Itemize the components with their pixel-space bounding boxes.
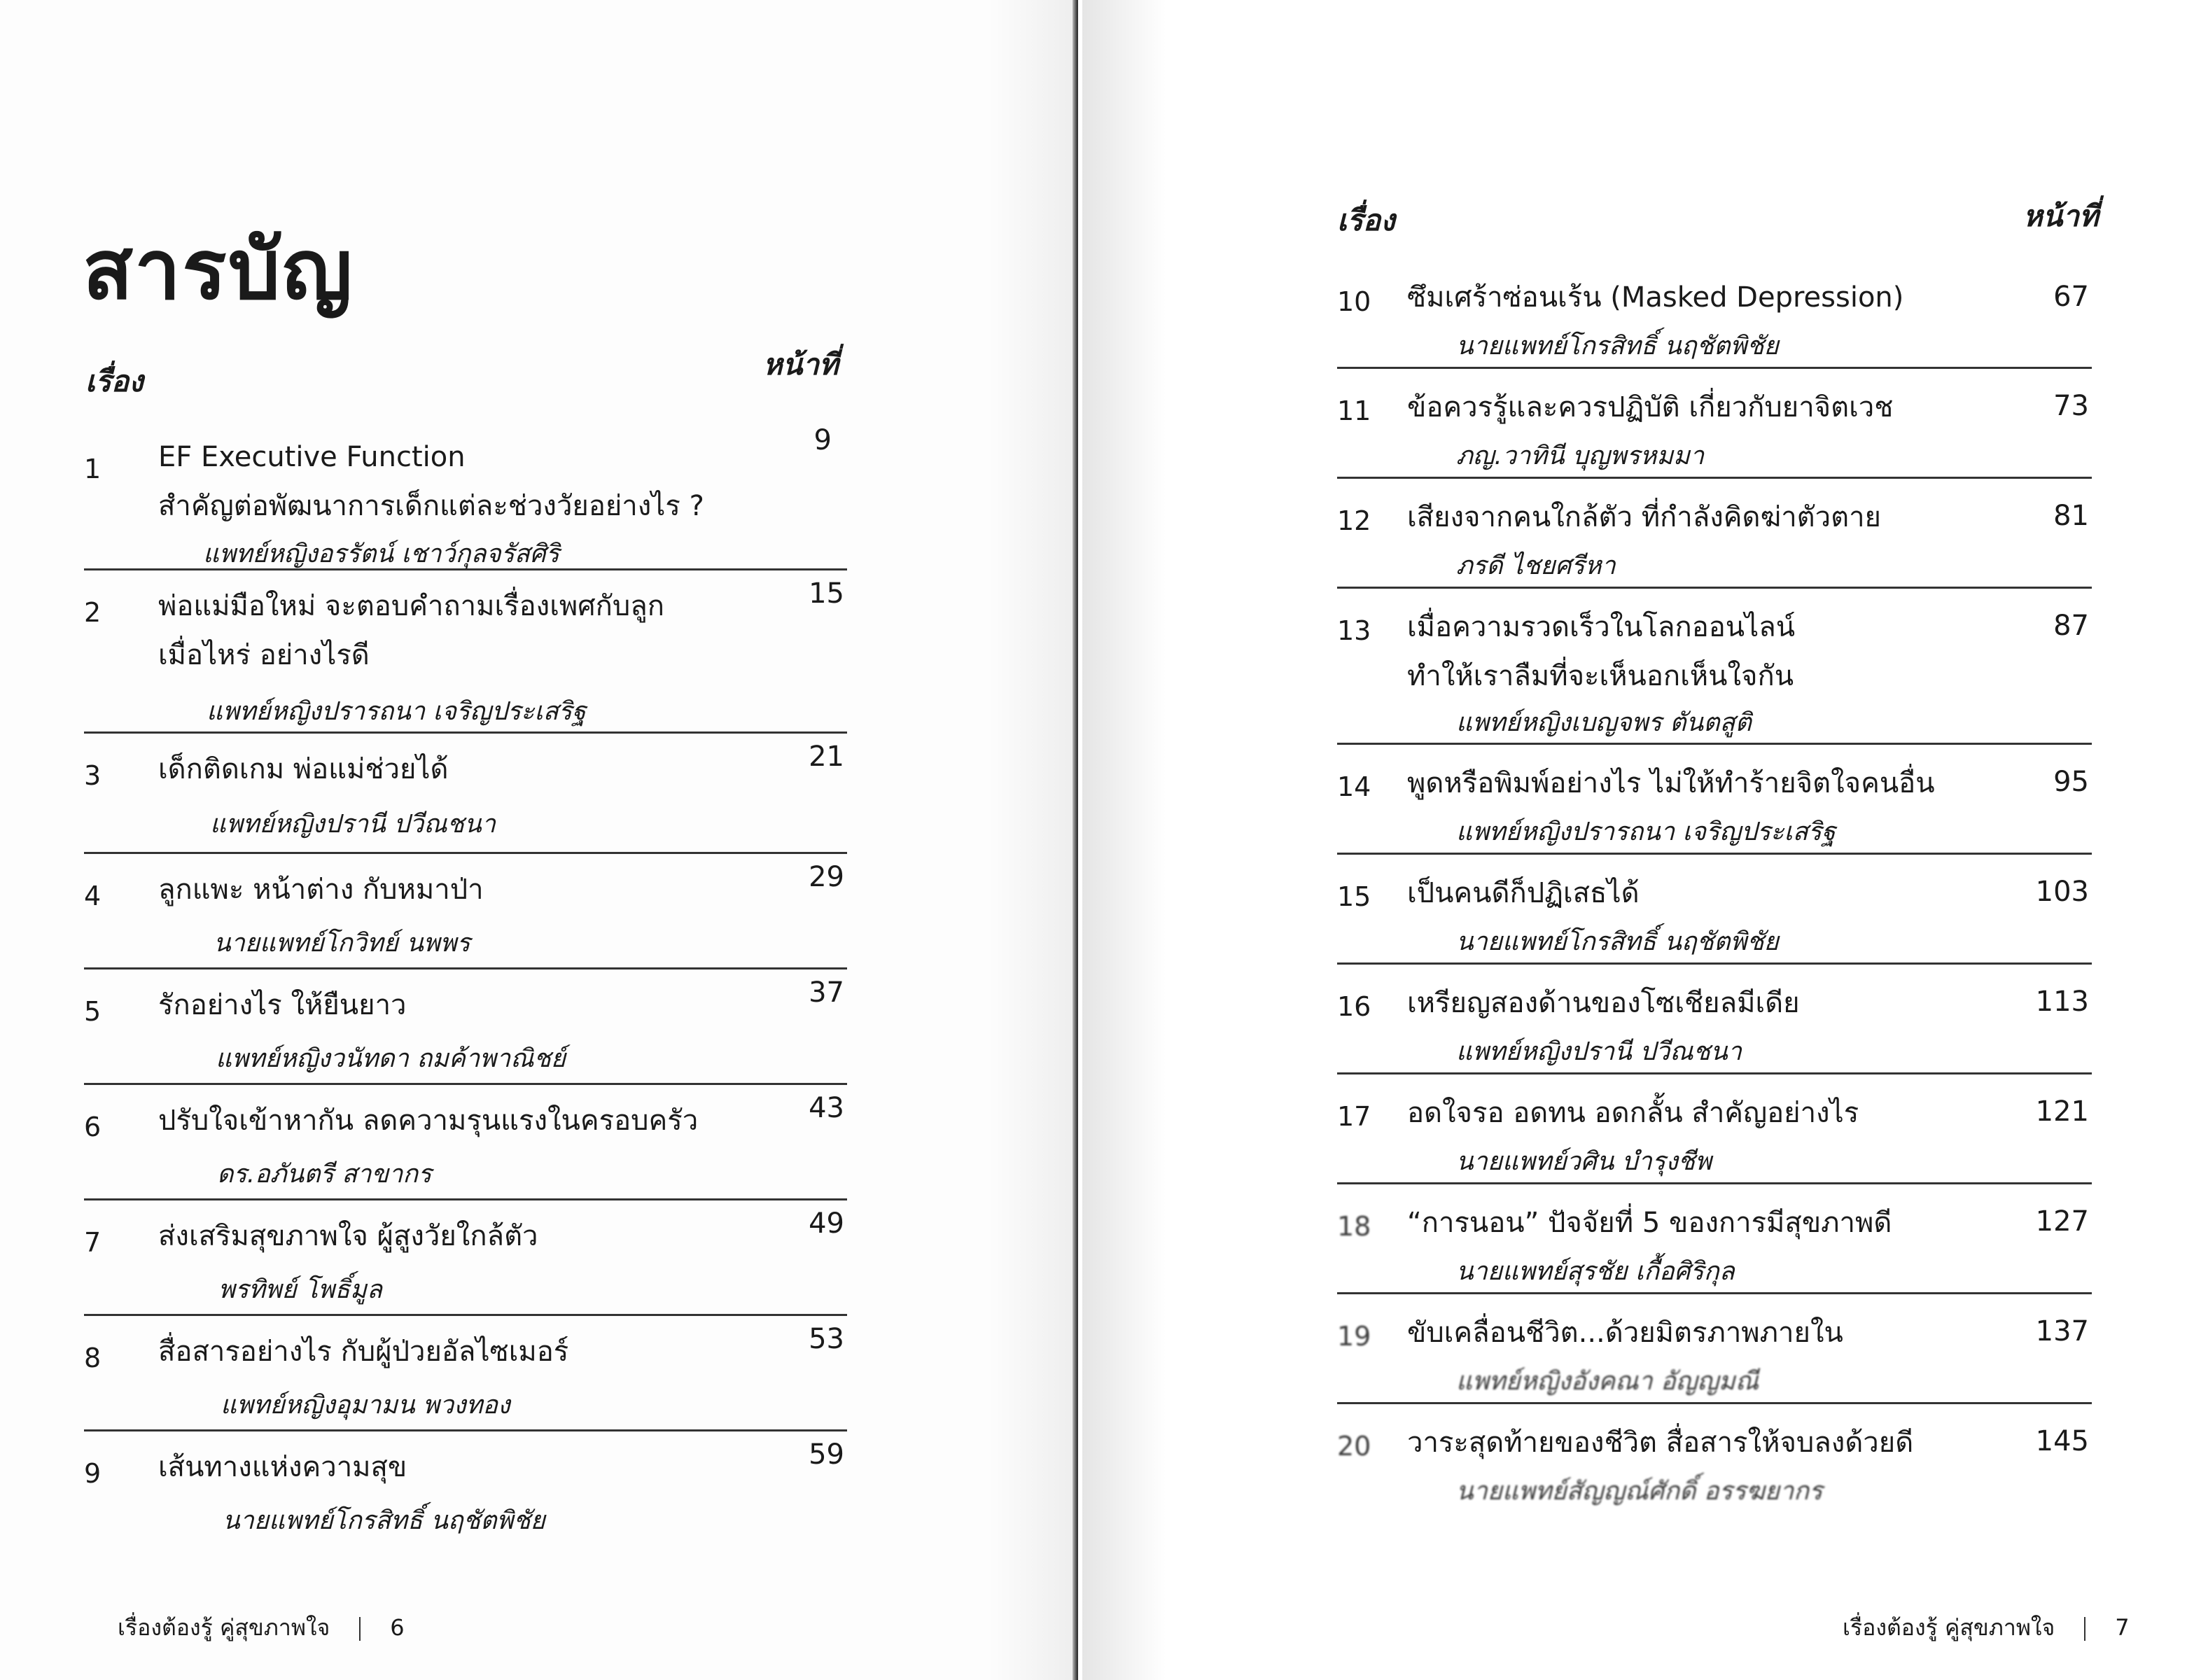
toc-entry: [1337, 965, 2092, 1074]
entry-number: 16: [1337, 991, 1371, 1022]
entry-author: นายแพทย์โกวิทย์ นพพร: [214, 929, 470, 958]
entry-page: 127: [2035, 1205, 2089, 1238]
toc-entry: [84, 1316, 847, 1432]
entry-title: ซึมเศร้าซ่อนเร้น (Masked Depression): [1407, 281, 1904, 314]
footer-page-number: 6: [390, 1614, 405, 1641]
page-shadow: [1082, 0, 1166, 1680]
entry-author: ภรดี ไชยศรีหา: [1456, 552, 1616, 580]
entry-title: เส้นทางแห่งความสุข: [158, 1451, 407, 1483]
entry-page: 37: [809, 976, 844, 1009]
entry-number: 19: [1337, 1321, 1371, 1352]
entry-author: แพทย์หญิงอรรัตน์ เชาว์กุลจรัสศิริ: [203, 540, 560, 568]
toc-entry: [84, 570, 847, 734]
entry-author: นายแพทย์โกรสิทธิ์ นฤชัตพิชัย: [1456, 927, 1779, 956]
entry-author: แพทย์หญิงปรานี ปวีณชนา: [1456, 1037, 1742, 1066]
entry-author: นายแพทย์โกรสิทธิ์ นฤชัตพิชัย: [1456, 332, 1779, 360]
entry-number: 5: [84, 996, 102, 1027]
entry-number: 2: [84, 597, 102, 628]
entry-number: 9: [84, 1458, 102, 1489]
entry-title: EF Executive Function สำคัญต่อพัฒนาการเด็กแต่ละช่วงวัยอย่างไร ?: [158, 441, 704, 522]
left-page: [0, 0, 1078, 1680]
entry-number: 6: [84, 1112, 102, 1142]
toc-entry: [84, 1085, 847, 1200]
entry-author: พรทิพย์ โพธิ์มูล: [218, 1275, 382, 1304]
footer-separator: [359, 1617, 361, 1641]
entry-number: 17: [1337, 1101, 1371, 1132]
entry-title: พ่อแม่มือใหม่ จะตอบคำถามเรื่องเพศกับลูก เมื่อไหร่ อย่างไรดี: [158, 590, 664, 671]
entry-number: 10: [1337, 286, 1371, 317]
entry-page: 95: [2053, 766, 2089, 798]
entry-page: 113: [2035, 986, 2089, 1018]
entry-title: อดใจรอ อดทน อดกลั้น สำคัญอย่างไร: [1407, 1097, 1859, 1129]
toc-entry: [84, 424, 847, 570]
entry-title: เป็นคนดีก็ปฏิเสธได้: [1407, 877, 1640, 909]
toc-entry: [1337, 1074, 2092, 1184]
entry-author: แพทย์หญิงปรารถนา เจริญประเสริฐ: [207, 697, 586, 726]
entry-title: พูดหรือพิมพ์อย่างไร ไม่ให้ทำร้ายจิตใจคนอื่น: [1407, 767, 1935, 799]
entry-author: นายแพทย์วศิน บำรุงชีพ: [1456, 1147, 1712, 1176]
entry-author: แพทย์หญิงอังคณา อัญญมณี: [1456, 1367, 1759, 1396]
entry-page: 21: [809, 741, 844, 773]
toc-entry: [1337, 589, 2092, 745]
entry-page: 9: [813, 424, 832, 456]
toc-entry: [84, 854, 847, 969]
entry-title: ลูกแพะ หน้าต่าง กับหมาป่า: [158, 874, 484, 906]
page-footer: [118, 1610, 405, 1646]
entry-author: ดร.อภันตรี สาขากร: [217, 1160, 432, 1189]
toc-entry: [1337, 855, 2092, 965]
entry-page: 49: [809, 1208, 844, 1240]
entry-author: แพทย์หญิงเบญจพร ตันตสูติ: [1456, 708, 1752, 737]
toc-entry: [84, 734, 847, 854]
footer-book-title: เรื่องต้องรู้ คู่สุขภาพใจ: [118, 1614, 330, 1641]
entry-page: 103: [2035, 876, 2089, 908]
entry-page: 53: [809, 1323, 844, 1355]
entry-page: 67: [2053, 281, 2089, 313]
toc-entry: [84, 1200, 847, 1316]
column-header-story: เรื่อง: [1337, 203, 1395, 237]
entry-title: รักอย่างไร ให้ยืนยาว: [158, 989, 407, 1021]
entry-page: 29: [809, 861, 844, 893]
entry-page: 59: [809, 1438, 844, 1471]
toc-entry: [1337, 270, 2092, 369]
toc-entry: [84, 1432, 847, 1547]
entry-title: สื่อสารอย่างไร กับผู้ป่วยอัลไซเมอร์: [158, 1336, 569, 1368]
toc-entry: [1337, 1404, 2092, 1514]
entry-author: นายแพทย์สัญญณ์ศักดิ์ อรรฆยากร: [1456, 1477, 1823, 1506]
entry-number: 3: [84, 760, 102, 791]
entry-number: 8: [84, 1343, 102, 1373]
entry-author: นายแพทย์โกรสิทธิ์ นฤชัตพิชัย: [223, 1506, 545, 1535]
entry-page: 43: [809, 1092, 844, 1124]
footer-page-number: 7: [2115, 1614, 2130, 1641]
entry-title: ขับเคลื่อนชีวิต...ด้วยมิตรภาพภายใน: [1407, 1317, 1843, 1349]
entry-author: ภญ.วาทินี บุญพรหมมา: [1456, 442, 1705, 470]
entry-number: 18: [1337, 1211, 1371, 1242]
page-footer: [1843, 1610, 2130, 1646]
entry-title: เมื่อความรวดเร็วในโลกออนไลน์ ทำให้เราลืมที่จะเห็นอกเห็นใจกัน: [1407, 611, 1796, 692]
entry-author: แพทย์หญิงวนัทดา ถมค้าพาณิชย์: [216, 1044, 566, 1073]
toc-entry: [84, 969, 847, 1085]
toc-entry: [1337, 479, 2092, 589]
entry-title: “การนอน” ปัจจัยที่ 5 ของการมีสุขภาพดี: [1407, 1207, 1892, 1239]
entry-page: 87: [2053, 610, 2089, 642]
toc-entry: [1337, 745, 2092, 855]
entry-title: เด็กติดเกม พ่อแม่ช่วยได้: [158, 753, 449, 785]
entry-author: แพทย์หญิงปรานี ปวีณชนา: [210, 810, 496, 839]
entry-author: แพทย์หญิงอุมามน พวงทอง: [221, 1391, 510, 1420]
entry-number: 15: [1337, 881, 1371, 912]
entry-number: 11: [1337, 396, 1371, 426]
entry-page: 15: [809, 578, 844, 610]
entry-number: 20: [1337, 1431, 1371, 1462]
entry-number: 7: [84, 1227, 102, 1258]
column-header-page: หน้าที่: [763, 347, 839, 382]
entry-title: เสียงจากคนใกล้ตัว ที่กำลังคิดฆ่าตัวตาย: [1407, 501, 1881, 533]
toc-list-right: [1337, 270, 2092, 1514]
entry-title: เหรียญสองด้านของโซเชียลมีเดีย: [1407, 987, 1800, 1019]
entry-number: 4: [84, 881, 102, 911]
entry-number: 13: [1337, 615, 1371, 646]
toc-entry: [1337, 1294, 2092, 1404]
page-shadow: [988, 0, 1072, 1680]
footer-separator: [2084, 1617, 2085, 1641]
toc-entry: [1337, 369, 2092, 479]
entry-number: 12: [1337, 505, 1371, 536]
entry-page: 145: [2035, 1425, 2089, 1457]
entry-title: ส่งเสริมสุขภาพใจ ผู้สูงวัยใกล้ตัว: [158, 1220, 538, 1252]
entry-title: วาระสุดท้ายของชีวิต สื่อสารให้จบลงด้วยดี: [1407, 1427, 1914, 1459]
toc-entry: [1337, 1184, 2092, 1294]
entry-number: 1: [84, 454, 102, 484]
entry-page: 81: [2053, 500, 2089, 532]
entry-page: 121: [2035, 1096, 2089, 1128]
entry-title: ข้อควรรู้และควรปฏิบัติ เกี่ยวกับยาจิตเวช: [1407, 391, 1894, 424]
entry-title: ปรับใจเข้าหากัน ลดความรุนแรงในครอบครัว: [158, 1105, 699, 1137]
entry-author: แพทย์หญิงปรารถนา เจริญประเสริฐ: [1456, 818, 1836, 846]
column-header-story: เรื่อง: [85, 364, 144, 398]
footer-book-title: เรื่องต้องรู้ คู่สุขภาพใจ: [1843, 1614, 2055, 1641]
entry-page: 73: [2053, 390, 2089, 422]
column-header-page: หน้าที่: [2023, 199, 2099, 233]
page-title: สารบัญ: [83, 221, 354, 318]
entry-page: 137: [2035, 1315, 2089, 1348]
entry-author: นายแพทย์สุรชัย เกื้อศิริกุล: [1456, 1257, 1735, 1286]
toc-list-left: [84, 424, 847, 1547]
entry-number: 14: [1337, 771, 1371, 802]
